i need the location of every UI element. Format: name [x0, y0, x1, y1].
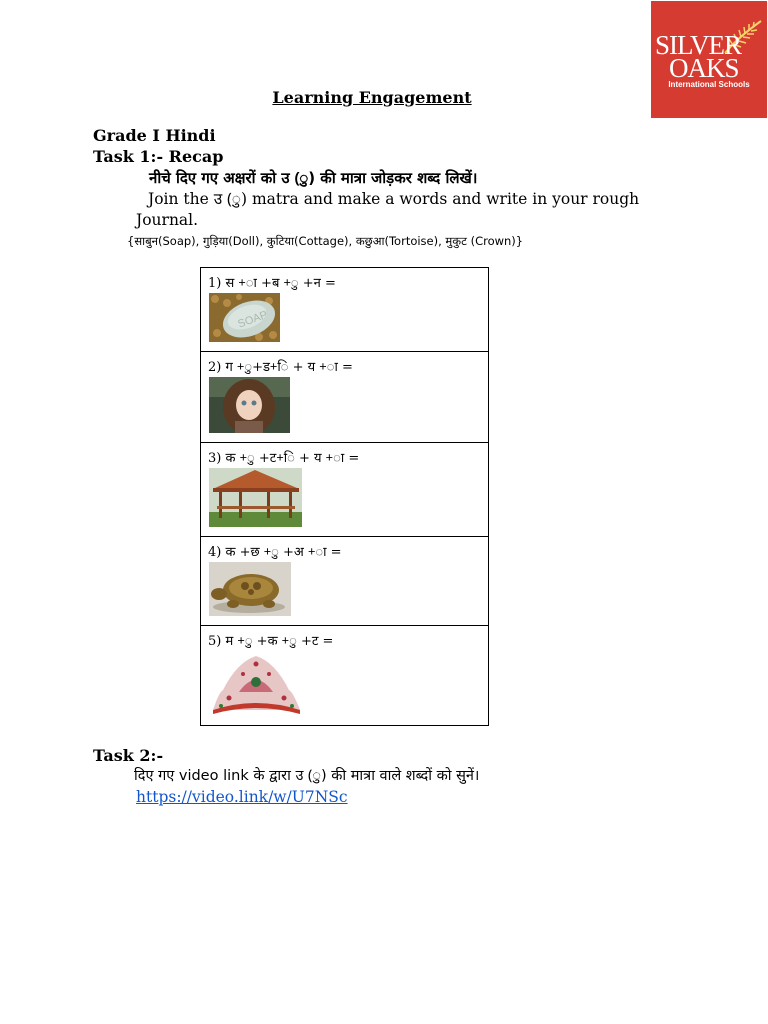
- grade-heading: Grade I Hindi: [93, 126, 216, 145]
- exercise-label: 3) क +ु +ट+ि + य +ा =: [208, 451, 360, 466]
- exercise-row: [201, 443, 488, 537]
- svg-text:SOAP: SOAP: [236, 308, 270, 331]
- doll-image: [209, 377, 290, 433]
- exercise-label: 4) क +छ +ु +अ +ा =: [208, 545, 342, 560]
- tortoise-image: [209, 562, 291, 616]
- soap-image: [209, 293, 280, 342]
- logo-text-silver: SILVER: [655, 30, 742, 60]
- logo-text-oaks: OAKS: [669, 53, 739, 83]
- page-title: Learning Engagement: [272, 88, 472, 107]
- exercise-row: [201, 268, 488, 352]
- task1-instruction-english-line2: Journal.: [136, 211, 199, 229]
- task2-heading: Task 2:-: [93, 746, 164, 765]
- task1-heading: Task 1:- Recap: [93, 147, 224, 166]
- task2-instruction: दिए गए video link के द्वारा उ (ु) की मात्रा वाले शब्दों को सुनें।: [134, 768, 480, 784]
- logo-text-subtitle: International Schools: [668, 80, 750, 89]
- exercise-row: [201, 352, 488, 443]
- exercise-label: 1) स +ा +ब +ु +न =: [208, 276, 336, 291]
- exercise-row: [201, 537, 488, 626]
- task1-instruction-hindi: नीचे दिए गए अक्षरों को उ (ु) की मात्रा जोड़कर शब्द लिखें।: [149, 169, 478, 187]
- exercise-table: [200, 267, 489, 726]
- cottage-image: [209, 468, 302, 527]
- video-link[interactable]: https://video.link/w/U7NSc: [136, 788, 348, 806]
- exercise-row: [201, 626, 488, 725]
- task1-word-list: {साबुन(Soap), गुड़िया(Doll), कुटिया(Cottage), कछुआ(Tortoise), मुकुट (Crown)}: [127, 234, 524, 248]
- exercise-label: 2) ग +ु+ड+ि + य +ा =: [208, 360, 353, 375]
- task1-instruction-english-line1: Join the उ (ु) matra and make a words and write in your rough: [148, 190, 640, 208]
- crown-image: [209, 652, 304, 716]
- exercise-label: 5) म +ु +क +ु +ट =: [208, 634, 334, 649]
